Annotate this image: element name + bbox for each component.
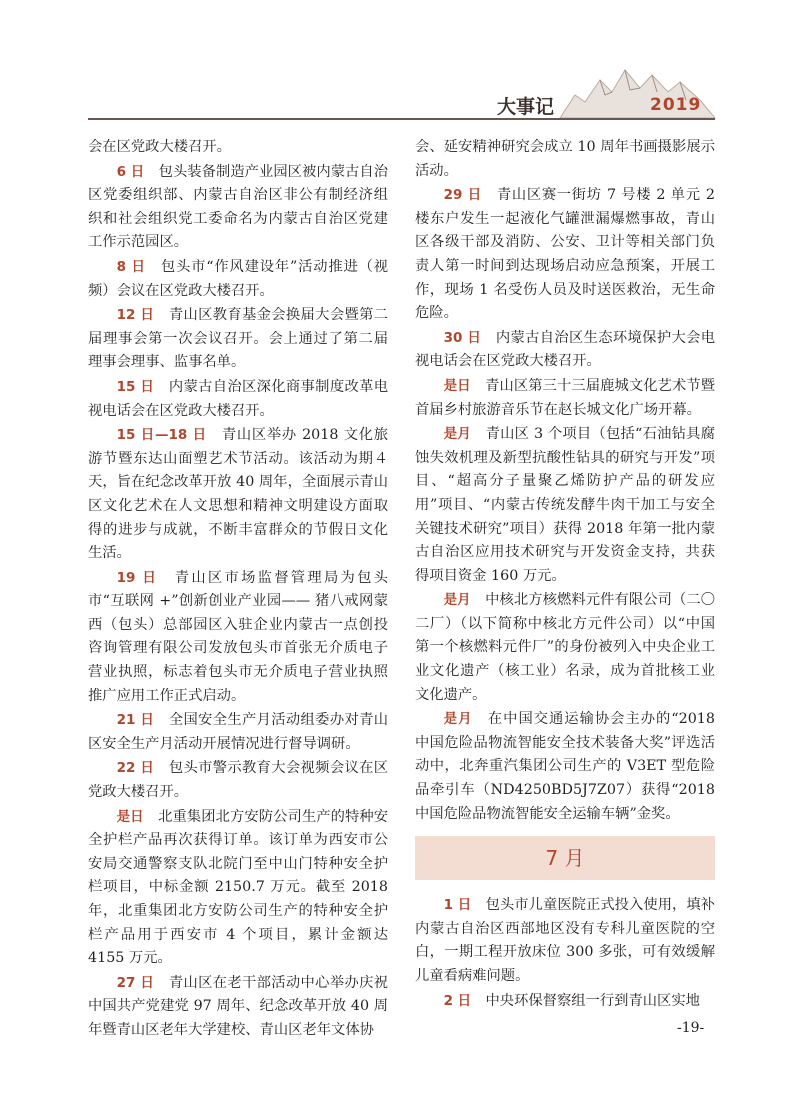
entry-text: 在中国交通运输协会主办的“2018 中国危险品物流智能安全技术装备大奖”评选活动中，北奔重汽集团公司生产的 V3ET 型危险品牵引车（ND4250BD5J7Z07）获得“2018 中国危险品物流智能安全运输车辆”金奖。	[415, 711, 716, 822]
entry-paragraph	[415, 708, 715, 826]
entry-text: 包头市警示教育大会视频会议在区党政大楼召开。	[88, 760, 389, 801]
entry-text: 内蒙古自治区生态环境保护大会电视电话会在区党政大楼召开。	[415, 329, 716, 370]
header-rule	[88, 118, 715, 120]
entry-paragraph	[88, 161, 388, 255]
entry-paragraph	[88, 424, 388, 566]
page-header	[0, 0, 804, 125]
month-heading: 7 月	[545, 846, 585, 871]
entry-date: 是日	[443, 377, 471, 394]
right-column-entries-july	[415, 894, 715, 1013]
entry-paragraph	[88, 136, 388, 160]
entry-paragraph	[88, 709, 388, 756]
entry-text: 青山区在老干部活动中心举办庆祝中国共产党建党 97 周年、纪念改革开放 40 周年暨青山区老年大学建校、青山区老年文体协	[88, 974, 389, 1038]
entry-text: 青山区市场监督管理局为包头市“互联网 +”创新创业产业园—— 猪八戒网蒙西（包头）总部园区入驻企业内蒙古一点创投咨询管理有限公司发放包头市首张无介质电子营业执照，标志着包头市无介质电子营业执照推广应用工作正式启动。	[88, 569, 389, 704]
left-column	[88, 136, 388, 1044]
page-number: -19-	[677, 1020, 705, 1036]
entry-paragraph	[88, 304, 388, 375]
entry-date: 30 日	[443, 329, 482, 346]
entry-date: 22 日	[116, 760, 155, 777]
entry-text: 内蒙古自治区深化商事制度改革电视电话会在区党政大楼召开。	[88, 378, 389, 419]
entry-date: 6 日	[116, 163, 145, 180]
entry-date: 21 日	[116, 712, 155, 729]
right-column	[415, 136, 715, 1014]
entry-text: 中央环保督察组一行到青山区实地	[485, 992, 700, 1009]
entry-paragraph	[415, 990, 715, 1014]
entry-paragraph	[88, 567, 388, 709]
entry-text: 全国安全生产月活动组委办对青山区安全生产月活动开展情况进行督导调研。	[88, 712, 389, 752]
entry-date: 19 日	[116, 569, 159, 586]
entry-text: 青山区赛一街坊 7 号楼 2 单元 2 楼东户发生一起液化气罐泄漏爆燃事故，青山区各级干部及消防、公安、卫计等相关部门负责人第一时间到达现场启动应急预案，开展工作，现场 1 名受伤人员及时送医救治，无生命危险。	[415, 187, 716, 322]
entry-date: 12 日	[116, 307, 155, 324]
entry-paragraph	[415, 589, 715, 707]
entry-paragraph	[415, 184, 715, 326]
entry-text: 包头市儿童医院正式投入使用，填补内蒙古自治区西部地区没有专科儿童医院的空白，一期工程开放床位 300 多张，可有效缓解儿童看病难问题。	[415, 897, 716, 984]
entry-text: 青山区第三十三届鹿城文化艺术节暨首届乡村旅游音乐节在赵长城文化广场开幕。	[415, 377, 716, 418]
entry-text: 北重集团北方安防公司生产的特种安全护栏产品再次获得订单。该订单为西安市公安局交通警察支队北院门至中山门特种安全护栏项目，中标金额 2150.7 万元。截至 2018 年，北重集团北方安防公司生产的特种安全护栏产品用于西安市 4 个项目，累计金额达 4155 万元。	[88, 808, 389, 967]
entry-text: 包头装备制造产业园区被内蒙古自治区党委组织部、内蒙古自治区非公有制经济组织和社会组织党工委命名为内蒙古自治区党建工作示范园区。	[88, 163, 389, 251]
entry-text: 会在区党政大楼召开。	[88, 139, 231, 155]
entry-date: 是月	[443, 711, 473, 728]
entry-paragraph	[88, 806, 388, 971]
entry-paragraph	[415, 375, 715, 422]
entry-paragraph	[88, 256, 388, 303]
entry-paragraph	[415, 136, 715, 183]
entry-date: 是月	[443, 426, 472, 443]
entry-date: 2 日	[443, 992, 472, 1009]
entry-text: 包头市“作风建设年”活动推进（视频）会议在区党政大楼召开。	[88, 258, 389, 299]
entry-date: 1 日	[443, 897, 472, 914]
month-heading-box	[415, 836, 715, 880]
entry-text: 青山区教育基金会换届大会暨第二届理事会第一次会议召开。会上通过了第二届理事会理事、监事名单。	[88, 307, 389, 371]
entry-date: 8 日	[116, 258, 146, 275]
year-label: 2019	[650, 95, 702, 115]
entry-paragraph	[88, 757, 388, 804]
entry-date: 是日	[116, 808, 144, 825]
entry-date: 是月	[443, 592, 471, 609]
entry-paragraph	[415, 894, 715, 988]
entry-text: 青山区举办 2018 文化旅游节暨东达山面塑艺术节活动。该活动为期４天，旨在纪念改革开放 40 周年，全面展示青山区文化艺术在人文思想和精神文明建设方面取得的进步与成就，不断丰富群众的节假日文化生活。	[88, 427, 388, 562]
entry-date: 15 日	[116, 378, 155, 395]
entry-text: 青山区 3 个项目（包括“石油钻具腐蚀失效机理及新型抗酸性钻具的研究与开发”项目、“超高分子量聚乙烯防护产品的研发应用”项目、“内蒙古传统发酵牛肉干加工与安全关键技术研究”项目）获得 2018 年第一批内蒙古自治区应用技术研究与开发资金支持，共获得项目资金 160 万元。	[415, 426, 715, 584]
entry-paragraph	[415, 423, 715, 588]
right-column-entries	[415, 136, 715, 826]
entry-date: 29 日	[443, 187, 482, 204]
entry-text: 中核北方核燃料元件有限公司（二〇二厂）（以下简称中核北方元件公司）以“中国第一个核燃料元件厂”的身份被列入中央企业工业文化遗产（核工业）名录，成为首批核工业文化遗产。	[415, 592, 716, 703]
section-title: 大事记	[497, 96, 555, 118]
entry-paragraph	[415, 327, 715, 374]
entry-paragraph	[88, 376, 388, 423]
entry-paragraph	[88, 972, 388, 1043]
entry-text: 会、延安精神研究会成立 10 周年书画摄影展示活动。	[415, 139, 715, 179]
entry-date: 27 日	[116, 974, 155, 991]
entry-date: 15 日—18 日	[116, 427, 207, 444]
